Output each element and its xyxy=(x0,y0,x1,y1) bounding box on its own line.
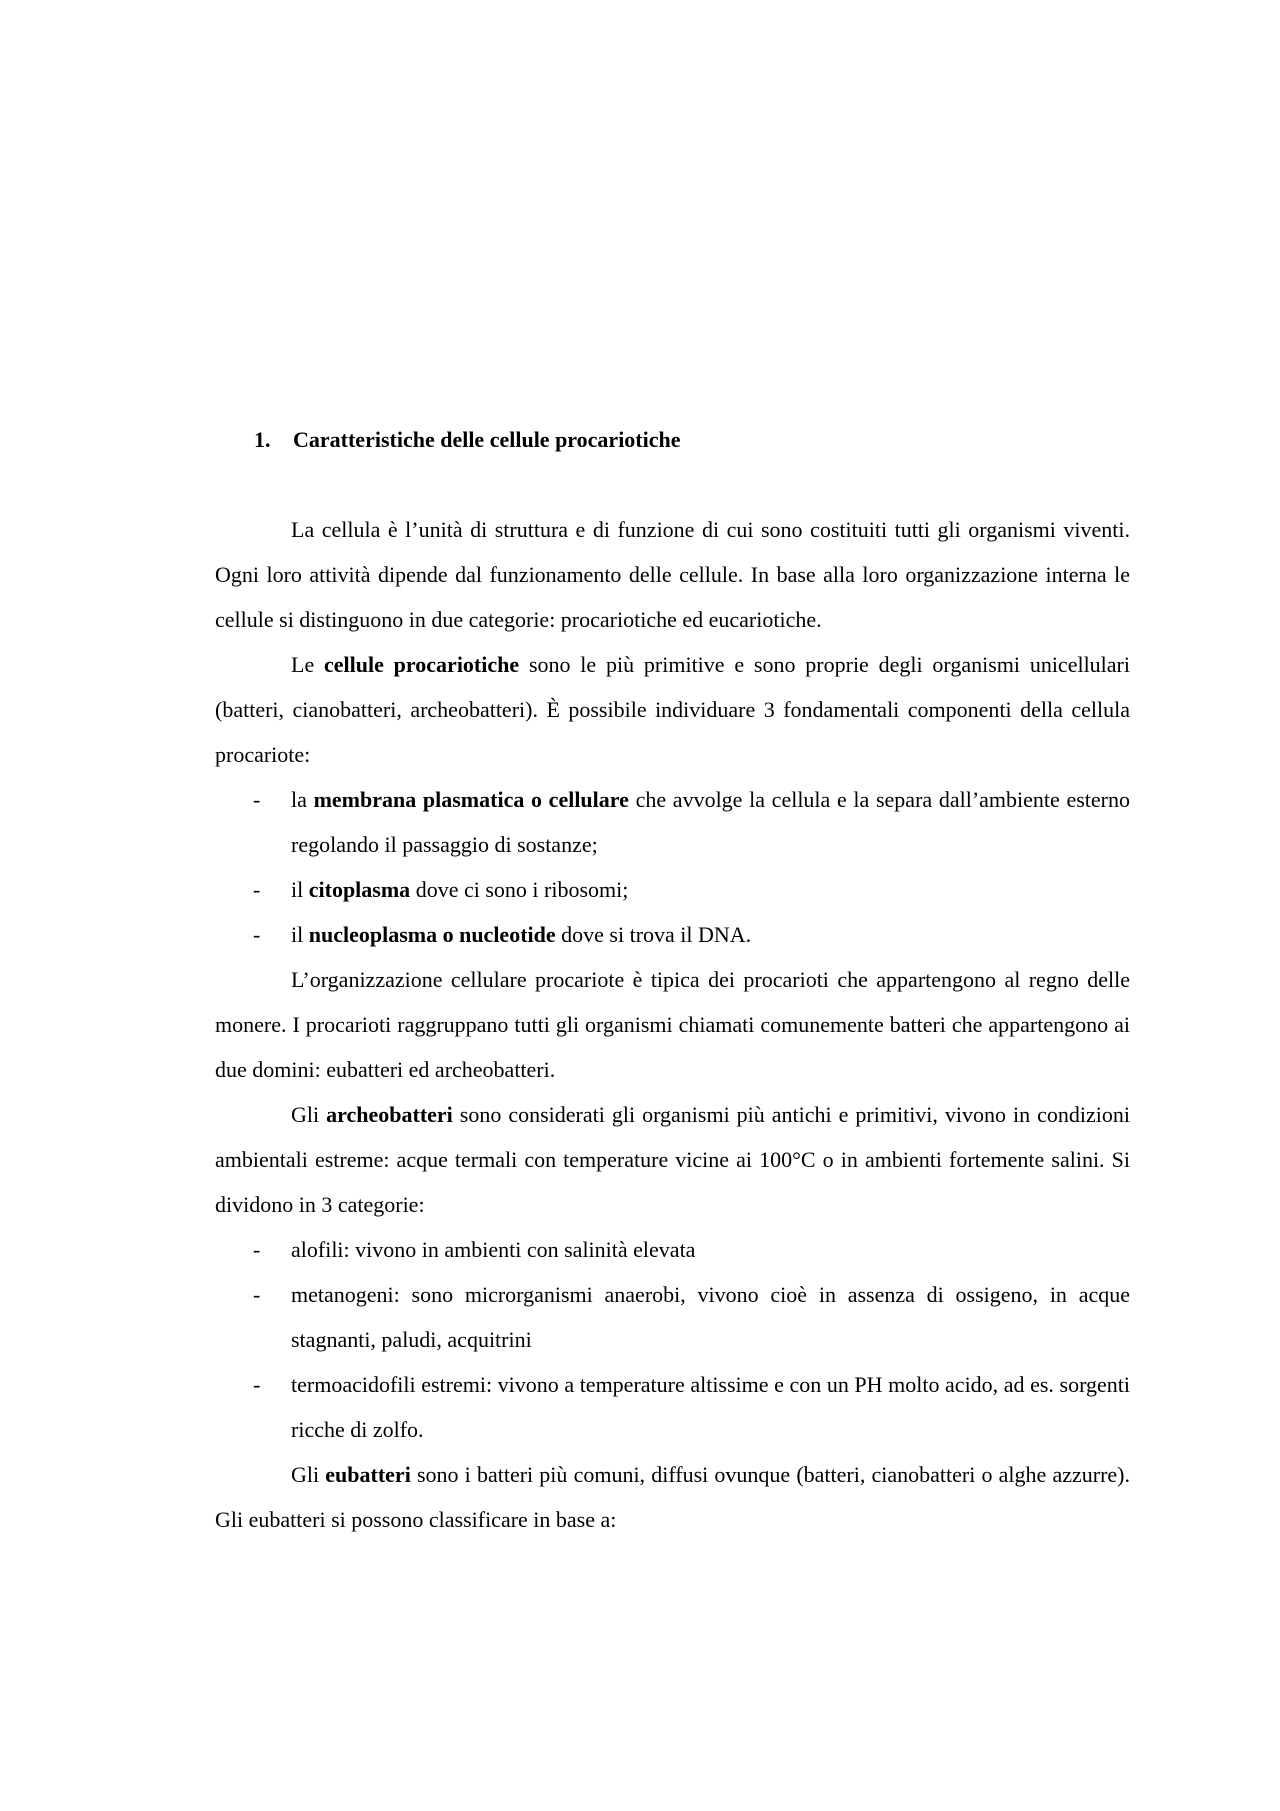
spacer xyxy=(215,462,1130,507)
archeo-categories-list xyxy=(215,1227,1130,1452)
section-number: 1. xyxy=(254,427,271,452)
term-nucleoplasma: nucleoplasma o nucleotide xyxy=(308,922,556,947)
term-citoplasma: citoplasma xyxy=(308,877,411,902)
term-eubatteri: eubatteri xyxy=(325,1462,411,1487)
list-item: - metanogeni: sono microrganismi anaerobi, vivono cioè in assenza di ossigeno, in acque stagnanti, paludi, acquitrini xyxy=(253,1282,1130,1352)
term-membrana: membrana plasmatica o cellulare xyxy=(313,787,629,812)
section-heading xyxy=(215,417,1130,462)
page-content xyxy=(215,417,1130,1542)
term-archeobatteri: archeobatteri xyxy=(326,1102,453,1127)
list-item: - il nucleoplasma o nucleotide dove si trova il DNA. xyxy=(253,922,752,947)
list-item: - il citoplasma dove ci sono i ribosomi; xyxy=(253,877,629,902)
list-item: - termoacidofili estremi: vivono a temperature altissime e con un PH molto acido, ad es. sorgenti ricche di zolfo. xyxy=(253,1372,1130,1442)
term-cellule-procariotiche: cellule procariotiche xyxy=(324,652,520,677)
paragraph-intro: La cellula è l’unità di struttura e di funzione di cui sono costituiti tutti gli organismi viventi. Ogni loro attività dipende dal funzionamento delle cellule. In base alla loro organizzazione interna le cellule si distinguono in due categorie: procariotiche ed eucariotiche. xyxy=(215,517,1130,632)
paragraph-eubatteri: Gli eubatteri sono i batteri più comuni, diffusi ovunque (batteri, cianobatteri o alghe azzurre). Gli eubatteri si possono classificare in base a: xyxy=(215,1462,1130,1532)
section-title: Caratteristiche delle cellule procariotiche xyxy=(293,427,681,452)
list-item: - la membrana plasmatica o cellulare che avvolge la cellula e la separa dall’ambiente esterno regolando il passaggio di sostanze; xyxy=(253,787,1130,857)
paragraph-prokaryotes: Le cellule procariotiche sono le più primitive e sono proprie degli organismi unicellulari (batteri, cianobatteri, archeobatteri). È possibile individuare 3 fondamentali componenti della cellula procariote: xyxy=(215,652,1130,767)
components-list xyxy=(215,777,1130,957)
paragraph-archeobatteri: Gli archeobatteri sono considerati gli organismi più antichi e primitivi, vivono in condizioni ambientali estreme: acque termali con temperature vicine ai 100°C o in ambienti fortemente salini. Si dividono in 3 categorie: xyxy=(215,1102,1130,1217)
list-item: - alofili: vivono in ambienti con salinità elevata xyxy=(253,1237,696,1262)
paragraph-monere: L’organizzazione cellulare procariote è tipica dei procarioti che appartengono al regno delle monere. I procarioti raggruppano tutti gli organismi chiamati comunemente batteri che appartengono ai due domini: eubatteri ed archeobatteri. xyxy=(215,967,1130,1082)
